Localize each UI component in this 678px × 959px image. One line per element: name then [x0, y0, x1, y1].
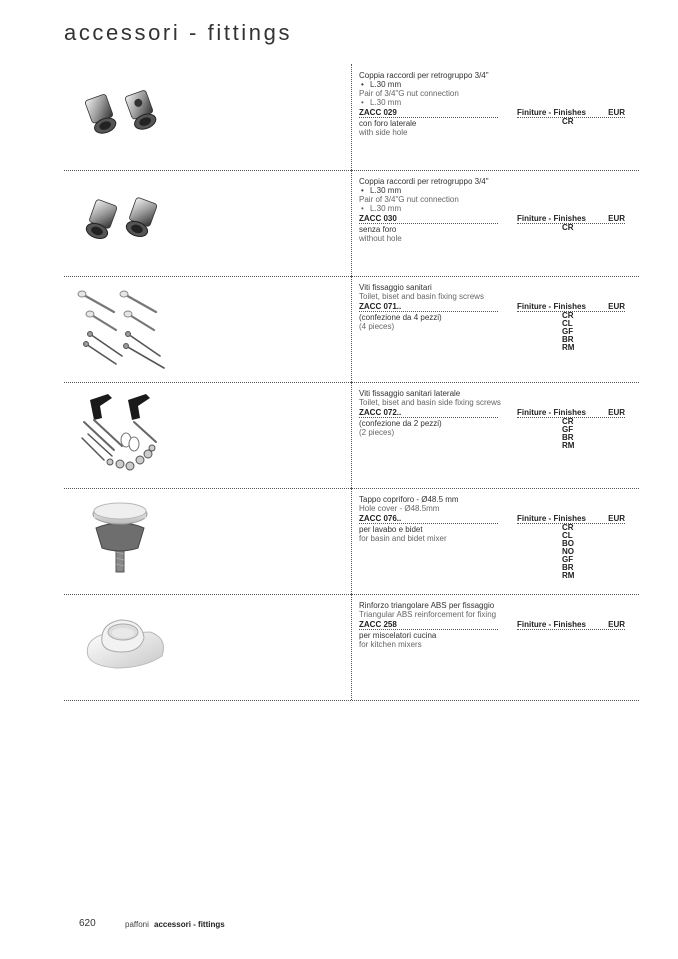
finishes-label: Finiture - Finishes	[517, 620, 586, 629]
product-image-fittings-no-hole	[64, 170, 352, 276]
product-notes	[359, 119, 509, 137]
finish-codes	[562, 118, 574, 126]
length-english: • L.30 mm	[359, 204, 639, 213]
finish-code: CR	[562, 417, 574, 426]
product-notes	[359, 419, 509, 437]
finish-code: RM	[562, 343, 575, 352]
product-info	[359, 71, 639, 148]
description-english: Triangular ABS reinforcement for fixing	[359, 610, 497, 619]
finish-code: CR	[562, 311, 574, 320]
product-image-fixing-screws	[64, 276, 352, 382]
currency-label: EUR	[608, 514, 625, 523]
page-title: accessori - fittings	[64, 20, 293, 45]
description-italian: Tappo copriforo - Ø48.5 mm	[359, 495, 459, 504]
finishes-label: Finiture - Finishes	[517, 108, 586, 117]
description-italian: Rinforzo triangolare ABS per fissaggio	[359, 601, 495, 610]
finishes-header	[517, 620, 625, 630]
footer-section: accessori - fittings	[154, 920, 225, 929]
product-notes	[359, 525, 509, 543]
product-row-zacc-029	[64, 64, 639, 171]
finish-code: NO	[562, 547, 574, 556]
note-english: with side hole	[359, 128, 408, 137]
finish-code: BR	[562, 433, 574, 442]
product-info	[359, 283, 639, 362]
finishes-label: Finiture - Finishes	[517, 408, 586, 417]
product-row-zacc-072	[64, 382, 639, 489]
finish-code: BR	[562, 563, 574, 572]
description-italian: Coppia raccordi per retrogruppo 3/4"	[359, 71, 489, 80]
note-italian: per lavabo e bidet	[359, 525, 423, 534]
note-italian: con foro laterale	[359, 119, 417, 128]
product-image-side-fixing-kit	[64, 382, 352, 488]
finish-codes	[562, 224, 574, 232]
finishes-label: Finiture - Finishes	[517, 214, 586, 223]
finish-code: BR	[562, 335, 574, 344]
finish-code: GF	[562, 425, 574, 434]
footer-brand: paffoni	[125, 920, 149, 929]
product-info	[359, 389, 639, 458]
product-image-abs-reinforcement	[64, 594, 352, 700]
page-number: 620	[79, 918, 96, 929]
finish-code: CL	[562, 531, 573, 540]
currency-label: EUR	[608, 214, 625, 223]
note-english: (2 pieces)	[359, 428, 395, 437]
finishes-label: Finiture - Finishes	[517, 302, 586, 311]
currency-label: EUR	[608, 302, 625, 311]
product-row-zacc-030	[64, 170, 639, 277]
note-italian: (confezione da 2 pezzi)	[359, 419, 442, 428]
description-english: Pair of 3/4"G nut connection	[359, 195, 459, 204]
finish-code: CR	[562, 223, 574, 232]
note-english: for kitchen mixers	[359, 640, 422, 649]
finish-code: CR	[562, 117, 574, 126]
finish-code: BO	[562, 539, 574, 548]
currency-label: EUR	[608, 408, 625, 417]
finish-codes	[562, 312, 574, 352]
finish-code: CR	[562, 523, 574, 532]
note-italian: per miscelatori cucina	[359, 631, 437, 640]
product-notes	[359, 225, 509, 243]
note-english: for basin and bidet mixer	[359, 534, 447, 543]
note-english: (4 pieces)	[359, 322, 395, 331]
finish-code: RM	[562, 441, 575, 450]
product-image-fittings-side-hole	[64, 64, 352, 170]
product-code: ZACC 072..	[359, 408, 498, 418]
product-code: ZACC 029	[359, 108, 498, 118]
product-info	[359, 495, 639, 584]
product-info	[359, 601, 639, 660]
note-english: without hole	[359, 234, 402, 243]
note-italian: (confezione da 4 pezzi)	[359, 313, 442, 322]
product-row-zacc-076	[64, 488, 639, 595]
product-notes	[359, 631, 509, 649]
product-row-zacc-258	[64, 594, 639, 701]
description-english: Pair of 3/4"G nut connection	[359, 89, 459, 98]
finish-code: RM	[562, 571, 575, 580]
product-code: ZACC 030	[359, 214, 498, 224]
description-italian: Viti fissaggio sanitari laterale	[359, 389, 461, 398]
length-italian: • L.30 mm	[359, 186, 639, 195]
description-english: Toilet, biset and basin fixing screws	[359, 292, 484, 301]
description-english: Hole cover - Ø48.5mm	[359, 504, 440, 513]
product-code: ZACC 258	[359, 620, 498, 630]
product-image-hole-cover	[64, 488, 352, 594]
length-italian: • L.30 mm	[359, 80, 639, 89]
finish-codes	[562, 418, 574, 450]
currency-label: EUR	[608, 620, 625, 629]
finish-code: CL	[562, 319, 573, 328]
note-italian: senza foro	[359, 225, 397, 234]
finishes-label: Finiture - Finishes	[517, 514, 586, 523]
product-code: ZACC 076..	[359, 514, 498, 524]
finish-code: GF	[562, 327, 574, 336]
product-code: ZACC 071..	[359, 302, 498, 312]
product-notes	[359, 313, 509, 331]
description-italian: Coppia raccordi per retrogruppo 3/4"	[359, 177, 489, 186]
finish-codes	[562, 524, 574, 580]
product-info	[359, 177, 639, 254]
description-italian: Viti fissaggio sanitari	[359, 283, 432, 292]
product-row-zacc-071	[64, 276, 639, 383]
finish-code: GF	[562, 555, 574, 564]
length-english: • L.30 mm	[359, 98, 639, 107]
currency-label: EUR	[608, 108, 625, 117]
description-english: Toilet, biset and basin side fixing screws	[359, 398, 501, 407]
